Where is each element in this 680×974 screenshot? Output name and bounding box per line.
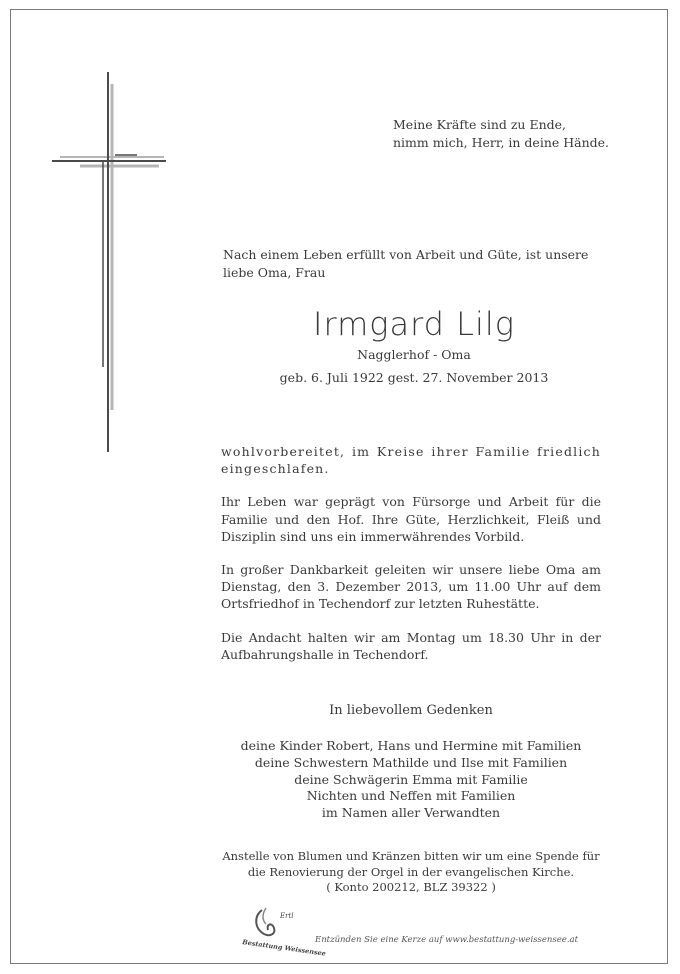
deceased-name: Irmgard Lilg xyxy=(313,305,515,343)
mourners-list xyxy=(221,738,601,822)
intro-text: Nach einem Leben erfüllt von Arbeit und Güte, ist unsere liebe Oma, Frau xyxy=(223,247,589,280)
footer xyxy=(240,904,600,958)
donation-line-1: Anstelle von Blumen und Kränzen bitten wir um eine Spende für xyxy=(222,849,600,863)
mourner-line: deine Schwestern Mathilde und Ilse mit Familien xyxy=(254,754,568,770)
deceased-nickname: Nagglerhof - Oma xyxy=(357,347,471,362)
mourner-line: Nichten und Neffen mit Familien xyxy=(306,788,516,804)
paragraph-funeral: In großer Dankbarkeit geleiten wir unsere liebe Oma am Dienstag, den 3. Dezember 2013, um 11.00 Uhr auf dem Ortsfriedhof in Techendorf zur letzten Ruhestätte. xyxy=(221,562,601,612)
life-dates: geb. 6. Juli 1922 gest. 27. November 2013 xyxy=(279,370,549,385)
motto-line-1: Meine Kräfte sind zu Ende, xyxy=(393,117,566,132)
mourner-line: deine Kinder Robert, Hans und Hermine mit Familien xyxy=(240,738,582,753)
paragraph-devotion: Die Andacht halten wir am Montag um 18.30 Uhr in der Aufbahrungshalle in Techendorf. xyxy=(221,629,601,662)
donation-line-2: die Renovierung der Orgel in der evangelischen Kirche. xyxy=(247,864,575,879)
donation-note xyxy=(221,849,601,896)
mourner-line: deine Schwägerin Emma mit Familie xyxy=(294,771,528,787)
funeral-home-logo xyxy=(240,904,327,958)
body-text xyxy=(221,443,601,679)
logo-text-bottom: Bestattung Weissensee xyxy=(241,938,327,958)
donation-line-3: ( Konto 200212, BLZ 39322 ) xyxy=(326,880,496,894)
remembrance-heading: In liebevollem Gedenken xyxy=(329,703,493,718)
footer-candle-link[interactable]: Entzünden Sie eine Kerze auf www.bestattung-weissensee.at xyxy=(315,935,579,945)
logo-text-top: Ertl xyxy=(280,912,294,920)
paragraph-life: Ihr Leben war geprägt von Fürsorge und Arbeit für die Familie und den Hof. Ihre Güte, Herzlichkeit, Fleiß und Disziplin sind uns ein immerwährendes Vorbild. xyxy=(221,494,601,544)
mourner-line: im Namen aller Verwandten xyxy=(321,805,501,821)
motto-line-2: nimm mich, Herr, in deine Hände. xyxy=(393,134,610,150)
motto xyxy=(393,116,663,151)
paragraph-passing: wohlvorbereitet, im Kreise ihrer Familie friedlich eingeschlafen. xyxy=(221,444,601,477)
